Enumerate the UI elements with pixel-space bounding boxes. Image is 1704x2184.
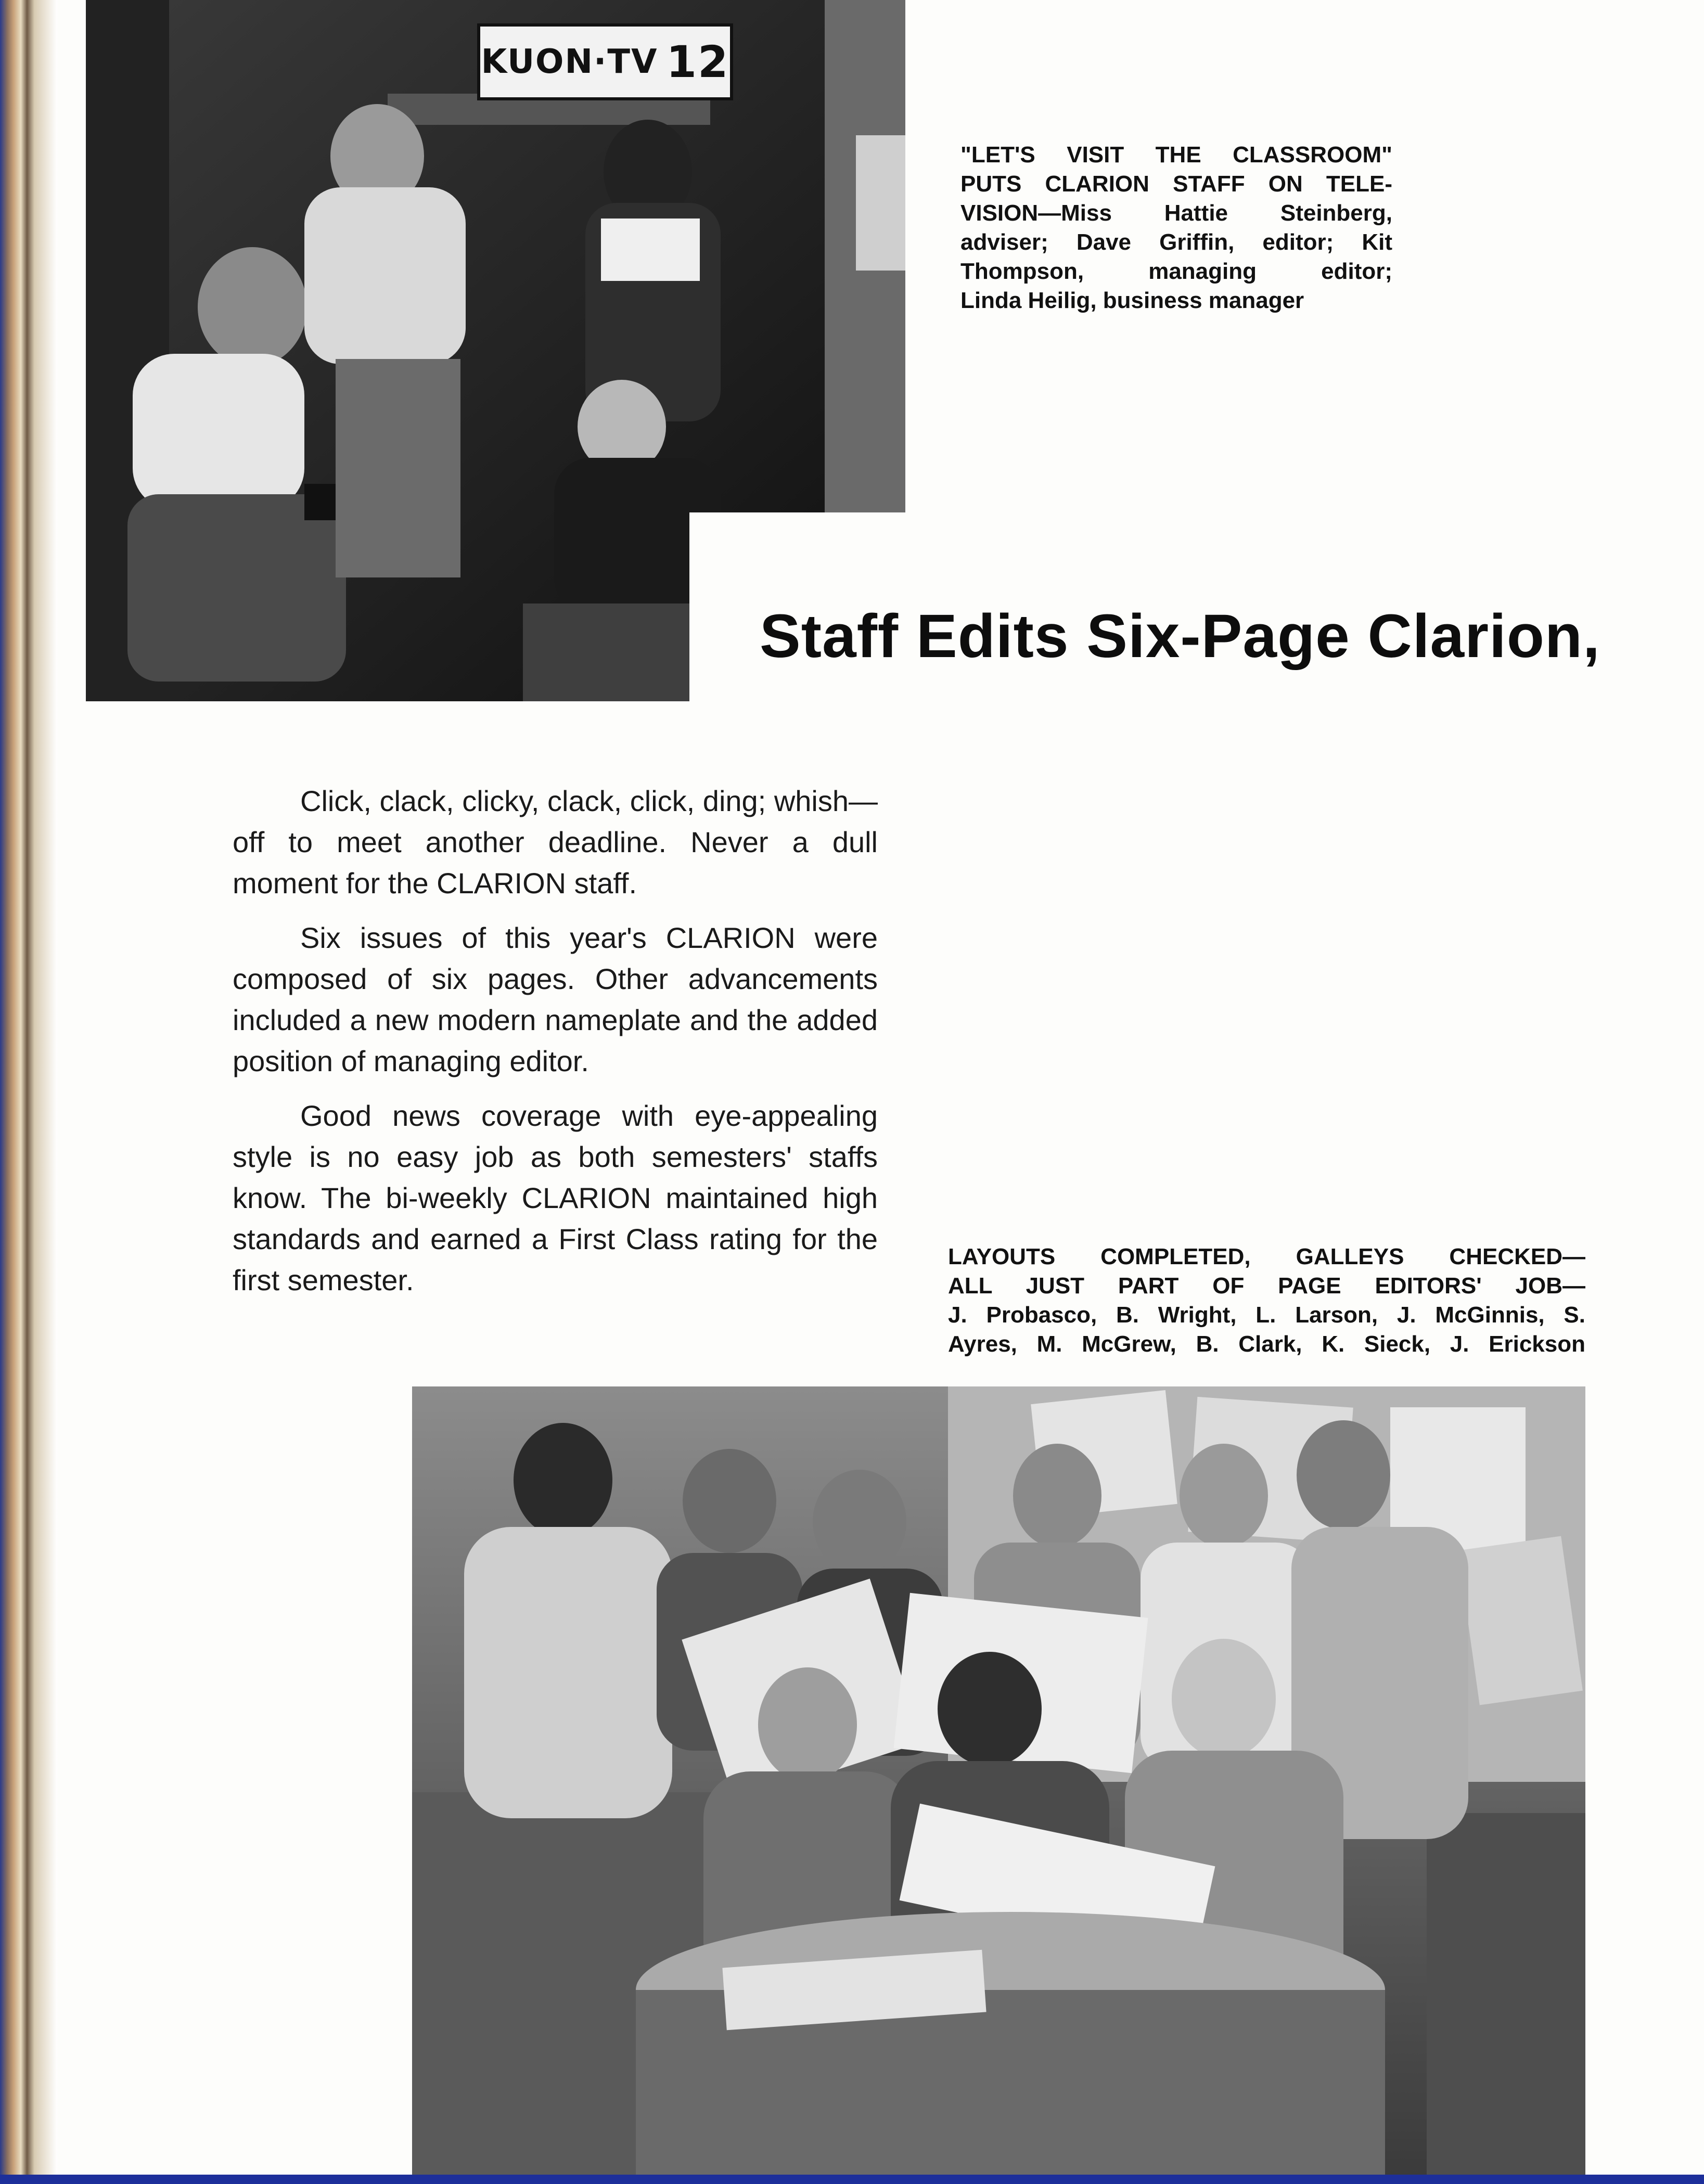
top-photo-caption (960, 140, 1392, 315)
book-binding-edge (0, 0, 57, 2184)
article-body (233, 780, 878, 1314)
caption-line: "LET'S VISIT THE CLASSROOM" (960, 142, 1392, 168)
page-headline: Staff Edits Six-Page Clarion, (760, 602, 1600, 671)
caption-line: J. Probasco, B. Wright, L. Larson, J. McGinnis, S. (948, 1302, 1585, 1328)
sign-text: KUON·TV (481, 43, 658, 81)
page-editors-photo (412, 1386, 1585, 2184)
page-bottom-edge (0, 2175, 1704, 2184)
bottom-photo-caption (948, 1242, 1585, 1359)
article-paragraph: Click, clack, clicky, clack, click, ding; whish—off to meet another deadline. Never a dull moment for the CLARION staff. (233, 785, 878, 900)
caption-line: PUTS CLARION STAFF ON TELE- (960, 171, 1392, 197)
page-editors-photo-shapes (412, 1386, 1585, 2184)
article-paragraph: Good news coverage with eye-appealing style is no easy job as both semesters' staffs know. The bi-weekly CLARION maintained high standards and earned a First Class rating for the first semester. (233, 1099, 878, 1296)
caption-line: VISION—Miss Hattie Steinberg, (960, 200, 1392, 226)
article-paragraph: Six issues of this year's CLARION were composed of six pages. Other advancements included a new modern nameplate and the added position of managing editor. (233, 921, 878, 1077)
sign-number: 12 (666, 36, 729, 87)
caption-line: Ayres, M. McGrew, B. Clark, K. Sieck, J. Erickson (948, 1331, 1585, 1357)
caption-line: adviser; Dave Griffin, editor; Kit (960, 229, 1392, 255)
caption-line: LAYOUTS COMPLETED, GALLEYS CHECKED— (948, 1244, 1585, 1269)
caption-line: ALL JUST PART OF PAGE EDITORS' JOB— (948, 1273, 1585, 1299)
caption-line: Linda Heilig, business manager (960, 288, 1304, 313)
caption-line: Thompson, managing editor; (960, 259, 1392, 284)
kuon-tv-sign (477, 23, 733, 100)
